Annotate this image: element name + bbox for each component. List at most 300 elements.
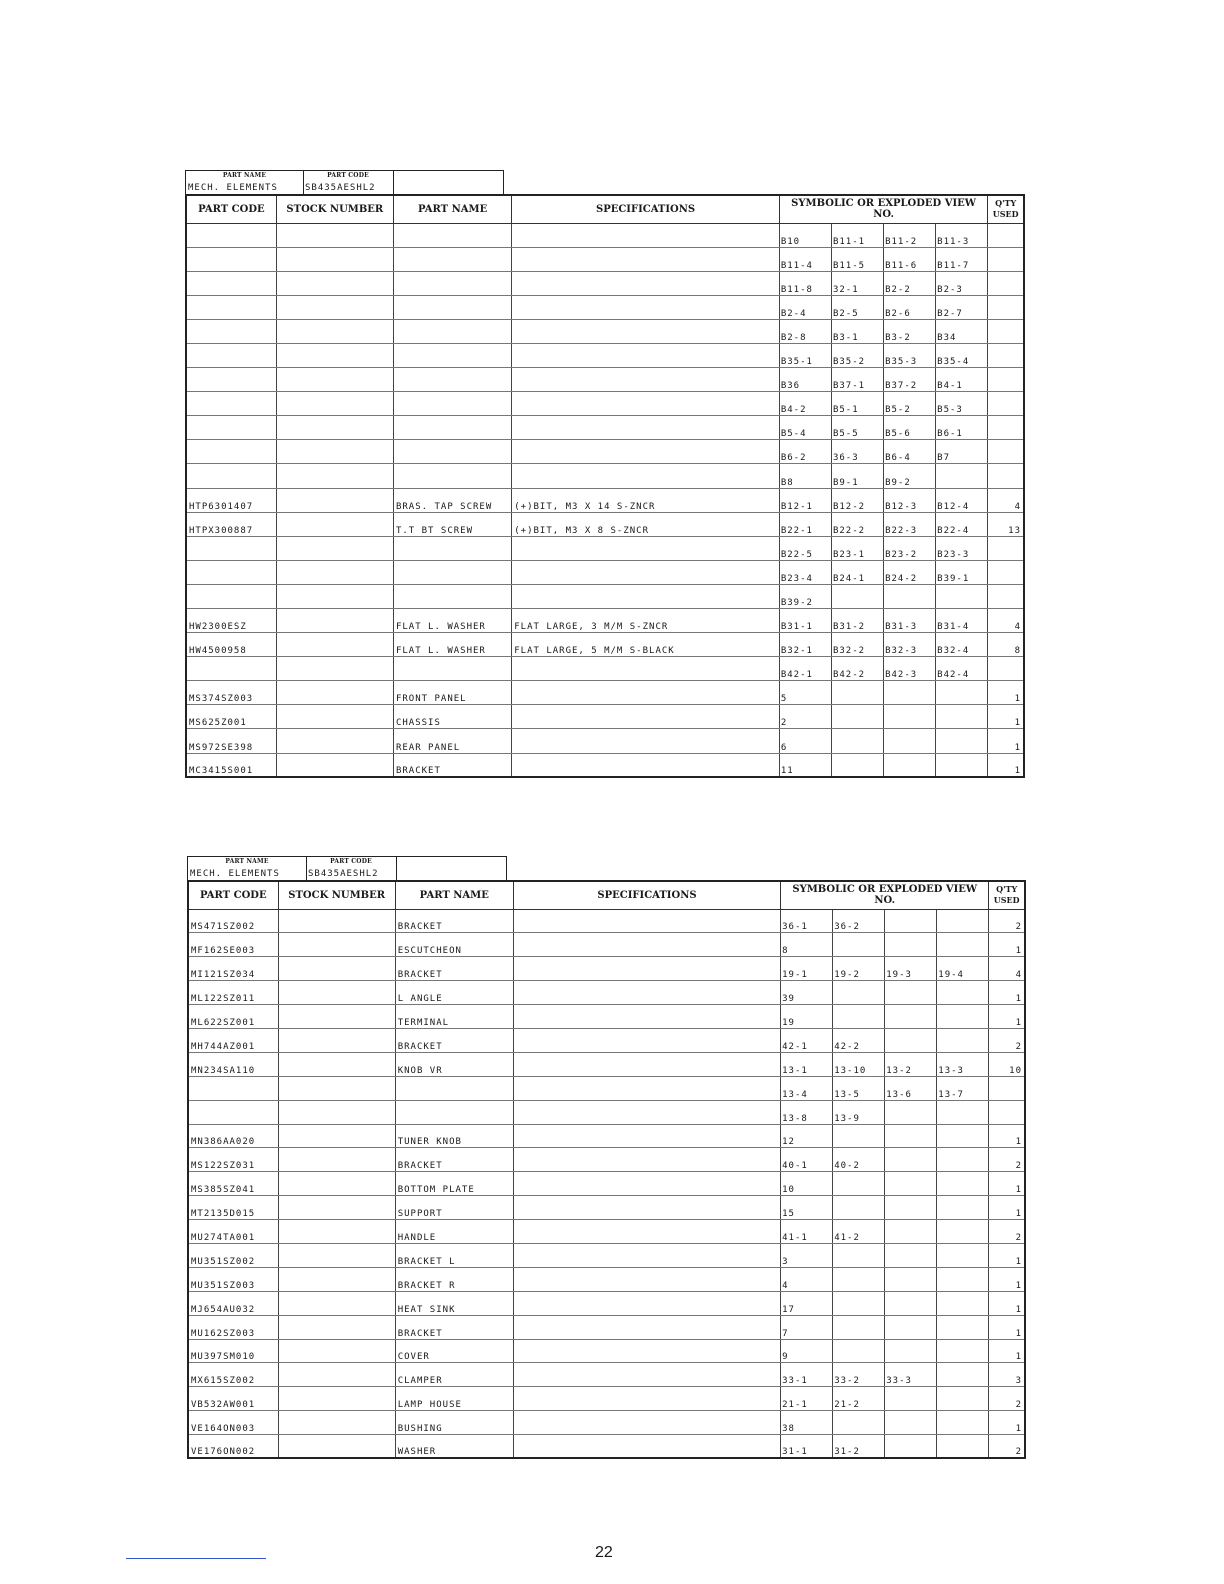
- table-row: [186, 657, 1024, 681]
- specification-cell: [513, 1267, 780, 1291]
- symbol-cell: [885, 1028, 937, 1052]
- table-row: [186, 416, 1024, 440]
- symbol-cell: 41-1: [781, 1220, 833, 1244]
- stock-number-cell: [278, 1411, 395, 1435]
- symbol-cell: 17: [781, 1291, 833, 1315]
- qty-cell: [988, 440, 1024, 464]
- symbol-cell: B11-4: [779, 247, 831, 271]
- symbol-cell: B5-2: [884, 392, 936, 416]
- symbol-cell: B5-5: [831, 416, 883, 440]
- qty-cell: [989, 1100, 1025, 1124]
- stock-number-cell: [276, 536, 393, 560]
- stock-number-cell: [278, 1387, 395, 1411]
- part-code-cell: [188, 1076, 278, 1100]
- specification-cell: [513, 1052, 780, 1076]
- qty-cell: 8: [988, 633, 1024, 657]
- symbol-cell: [885, 1339, 937, 1363]
- symbol-cell: B35-3: [884, 343, 936, 367]
- part-code-cell: [186, 464, 276, 488]
- stock-number-cell: [278, 1124, 395, 1148]
- stock-number-cell: [278, 1243, 395, 1267]
- table-row: [188, 1124, 1025, 1148]
- symbol-cell: B42-2: [831, 657, 883, 681]
- table-row: [188, 1196, 1025, 1220]
- symbol-cell: [833, 981, 885, 1005]
- symbol-cell: [885, 1172, 937, 1196]
- part-code-cell: [186, 271, 276, 295]
- symbol-cell: [885, 1267, 937, 1291]
- part-name-cell: CHASSIS: [393, 705, 511, 729]
- part-code-cell: MS385SZ041: [188, 1172, 278, 1196]
- symbol-cell: [937, 1028, 989, 1052]
- symbol-cell: 13-5: [833, 1076, 885, 1100]
- symbol-cell: B9-2: [884, 464, 936, 488]
- symbol-cell: B31-1: [779, 609, 831, 633]
- part-code-cell: MS625Z001: [186, 705, 276, 729]
- symbol-cell: 36-1: [781, 909, 833, 933]
- part-name-cell: BRAS. TAP SCREW: [393, 488, 511, 512]
- part-code-cell: [303, 171, 394, 195]
- symbol-cell: [833, 1315, 885, 1339]
- part-name-cell: CLAMPER: [395, 1363, 513, 1387]
- symbol-cell: [885, 1220, 937, 1244]
- col-qty: Q'TY USED: [988, 195, 1024, 223]
- stock-number-cell: [278, 1196, 395, 1220]
- specification-cell: [512, 729, 780, 753]
- qty-cell: [988, 584, 1024, 608]
- symbol-cell: B23-4: [779, 560, 831, 584]
- part-name-cell: HANDLE: [395, 1220, 513, 1244]
- part-name-cell: LAMP HOUSE: [395, 1387, 513, 1411]
- part-name-cell: [393, 319, 511, 343]
- symbol-cell: B11-8: [779, 271, 831, 295]
- qty-cell: [988, 657, 1024, 681]
- part-name-cell: WASHER: [395, 1435, 513, 1459]
- symbol-cell: [831, 681, 883, 705]
- qty-cell: 1: [988, 729, 1024, 753]
- qty-cell: 4: [989, 957, 1025, 981]
- symbol-cell: [833, 1267, 885, 1291]
- symbol-cell: B37-1: [831, 368, 883, 392]
- symbol-cell: B2-4: [779, 295, 831, 319]
- stock-number-cell: [278, 957, 395, 981]
- specification-cell: [513, 1028, 780, 1052]
- symbol-cell: [936, 584, 988, 608]
- symbol-cell: B23-3: [936, 536, 988, 560]
- part-name-cell: [393, 440, 511, 464]
- specification-cell: [512, 560, 780, 584]
- symbol-cell: [831, 729, 883, 753]
- symbol-cell: B42-3: [884, 657, 936, 681]
- qty-cell: 1: [989, 1196, 1025, 1220]
- qty-cell: 2: [989, 1220, 1025, 1244]
- part-name-cell: [393, 657, 511, 681]
- symbol-cell: 8: [781, 933, 833, 957]
- symbol-cell: B37-2: [884, 368, 936, 392]
- table-header-box: [185, 170, 504, 195]
- table-row: [186, 368, 1024, 392]
- part-name-cell: COVER: [395, 1339, 513, 1363]
- table-row: [188, 1148, 1025, 1172]
- stock-number-cell: [278, 1435, 395, 1459]
- stock-number-cell: [276, 609, 393, 633]
- part-code-cell: MF162SE003: [188, 933, 278, 957]
- part-name-cell: TERMINAL: [395, 1005, 513, 1029]
- symbol-cell: B3-1: [831, 319, 883, 343]
- part-name-cell: [393, 536, 511, 560]
- symbol-cell: [884, 753, 936, 777]
- qty-cell: 1: [989, 933, 1025, 957]
- part-name-cell: BRACKET: [395, 1028, 513, 1052]
- symbol-cell: [885, 1196, 937, 1220]
- page-number: 22: [595, 1544, 613, 1561]
- qty-cell: 2: [989, 1435, 1025, 1459]
- part-name-cell: BRACKET: [395, 909, 513, 933]
- symbol-cell: B11-6: [884, 247, 936, 271]
- part-code-cell: MU351SZ003: [188, 1267, 278, 1291]
- specification-cell: [512, 319, 780, 343]
- qty-cell: 1: [989, 1124, 1025, 1148]
- symbol-cell: [937, 1005, 989, 1029]
- qty-cell: 2: [989, 1387, 1025, 1411]
- parts-table: [185, 194, 1025, 778]
- specification-cell: [513, 1411, 780, 1435]
- part-name-cell: [393, 223, 511, 247]
- symbol-cell: B39-2: [779, 584, 831, 608]
- symbol-cell: B2-2: [884, 271, 936, 295]
- symbol-cell: 13-1: [781, 1052, 833, 1076]
- symbol-cell: B3-2: [884, 319, 936, 343]
- symbol-cell: 31-1: [781, 1435, 833, 1459]
- stock-number-cell: [276, 440, 393, 464]
- part-code-cell: [186, 343, 276, 367]
- stock-number-cell: [276, 464, 393, 488]
- symbol-cell: B2-5: [831, 295, 883, 319]
- qty-cell: 2: [989, 1028, 1025, 1052]
- symbol-cell: B5-6: [884, 416, 936, 440]
- col-part-code: PART CODE: [188, 881, 278, 909]
- symbol-cell: B22-1: [779, 512, 831, 536]
- specification-cell: [513, 1387, 780, 1411]
- symbol-cell: [937, 933, 989, 957]
- part-code-cell: MN234SA110: [188, 1052, 278, 1076]
- part-code-cell: [186, 657, 276, 681]
- part-code-cell: [186, 392, 276, 416]
- col-part-code: PART CODE: [186, 195, 276, 223]
- part-name-cell: FLAT L. WASHER: [393, 633, 511, 657]
- part-code-cell: [186, 440, 276, 464]
- symbol-cell: B6-1: [936, 416, 988, 440]
- symbol-cell: 39: [781, 981, 833, 1005]
- symbol-cell: B2-6: [884, 295, 936, 319]
- part-name-cell: [393, 247, 511, 271]
- qty-cell: 1: [989, 1005, 1025, 1029]
- stock-number-cell: [278, 1100, 395, 1124]
- qty-cell: 1: [989, 1243, 1025, 1267]
- symbol-cell: B12-3: [884, 488, 936, 512]
- specification-cell: [513, 957, 780, 981]
- stock-number-cell: [276, 392, 393, 416]
- specification-cell: [513, 1220, 780, 1244]
- stock-number-cell: [276, 584, 393, 608]
- symbol-cell: B10: [779, 223, 831, 247]
- symbol-cell: B23-1: [831, 536, 883, 560]
- symbol-cell: [885, 1291, 937, 1315]
- symbol-cell: B32-1: [779, 633, 831, 657]
- specification-cell: [513, 933, 780, 957]
- table-row: [188, 1028, 1025, 1052]
- symbol-cell: 13-7: [937, 1076, 989, 1100]
- table-row: [186, 609, 1024, 633]
- qty-cell: [988, 416, 1024, 440]
- symbol-cell: [885, 981, 937, 1005]
- stock-number-cell: [276, 488, 393, 512]
- specification-cell: [512, 536, 780, 560]
- specification-cell: [512, 584, 780, 608]
- part-name-cell: [393, 392, 511, 416]
- part-code-cell: MN386AA020: [188, 1124, 278, 1148]
- qty-cell: [988, 536, 1024, 560]
- symbol-cell: [884, 584, 936, 608]
- part-name-cell: FRONT PANEL: [393, 681, 511, 705]
- symbol-cell: [833, 1339, 885, 1363]
- part-code-cell: [186, 416, 276, 440]
- symbol-cell: B4-1: [936, 368, 988, 392]
- symbol-cell: [936, 681, 988, 705]
- stock-number-cell: [278, 981, 395, 1005]
- symbol-cell: 13-10: [833, 1052, 885, 1076]
- part-name-cell: BRACKET R: [395, 1267, 513, 1291]
- specification-cell: [513, 1100, 780, 1124]
- symbol-cell: B42-4: [936, 657, 988, 681]
- symbol-cell: [885, 1315, 937, 1339]
- table-row: [186, 343, 1024, 367]
- stock-number-cell: [276, 295, 393, 319]
- symbol-cell: [937, 1220, 989, 1244]
- symbol-cell: [885, 1148, 937, 1172]
- part-code-cell: MH744AZ001: [188, 1028, 278, 1052]
- symbol-cell: [936, 753, 988, 777]
- symbol-cell: B6-2: [779, 440, 831, 464]
- col-stock-number: STOCK NUMBER: [276, 195, 393, 223]
- symbol-cell: B2-7: [936, 295, 988, 319]
- part-name-cell: SUPPORT: [395, 1196, 513, 1220]
- stock-number-cell: [276, 368, 393, 392]
- part-code-cell: MX615SZ002: [188, 1363, 278, 1387]
- stock-number-cell: [278, 1148, 395, 1172]
- header-part-code: SB435AESHL2: [305, 183, 376, 193]
- stock-number-cell: [276, 657, 393, 681]
- part-name-cell: BUSHING: [395, 1411, 513, 1435]
- qty-cell: 4: [988, 488, 1024, 512]
- symbol-cell: B7: [936, 440, 988, 464]
- symbol-cell: [937, 1339, 989, 1363]
- symbol-cell: 10: [781, 1172, 833, 1196]
- symbol-cell: B11-2: [884, 223, 936, 247]
- stock-number-cell: [276, 271, 393, 295]
- symbol-cell: 33-3: [885, 1363, 937, 1387]
- part-name-cell: [395, 1076, 513, 1100]
- part-name-cell: BRACKET: [393, 753, 511, 777]
- table-row: [188, 1220, 1025, 1244]
- header-part-name: MECH. ELEMENTS: [190, 869, 280, 879]
- part-code-cell: MC3415S001: [186, 753, 276, 777]
- table-row: [186, 223, 1024, 247]
- qty-cell: 1: [988, 681, 1024, 705]
- symbol-cell: [937, 1291, 989, 1315]
- part-name-caption: PART NAME: [222, 172, 267, 179]
- symbol-cell: 3: [781, 1243, 833, 1267]
- symbol-cell: [937, 1124, 989, 1148]
- qty-cell: 1: [989, 981, 1025, 1005]
- symbol-cell: [885, 1387, 937, 1411]
- table-row: [186, 705, 1024, 729]
- symbol-cell: B8: [779, 464, 831, 488]
- part-code-cell: [188, 1100, 278, 1124]
- stock-number-cell: [278, 1028, 395, 1052]
- specification-cell: [513, 1363, 780, 1387]
- symbol-cell: B31-4: [936, 609, 988, 633]
- symbol-cell: 19-3: [885, 957, 937, 981]
- part-name-cell: [186, 171, 304, 195]
- symbol-cell: [937, 1100, 989, 1124]
- table-row: [188, 1291, 1025, 1315]
- table-row: [186, 560, 1024, 584]
- part-name-cell: KNOB VR: [395, 1052, 513, 1076]
- part-name-cell: BRACKET: [395, 1148, 513, 1172]
- footer-rule: [126, 1558, 266, 1559]
- qty-cell: 2: [989, 909, 1025, 933]
- symbol-cell: [884, 729, 936, 753]
- symbol-cell: 7: [781, 1315, 833, 1339]
- stock-number-cell: [276, 223, 393, 247]
- symbol-cell: B31-3: [884, 609, 936, 633]
- part-name-cell: FLAT L. WASHER: [393, 609, 511, 633]
- parts-table: [187, 880, 1026, 1459]
- specification-cell: [513, 1315, 780, 1339]
- symbol-cell: [833, 933, 885, 957]
- table-row: [186, 295, 1024, 319]
- part-code-cell: [186, 368, 276, 392]
- symbol-cell: 42-1: [781, 1028, 833, 1052]
- part-code-cell: HW2300ESZ: [186, 609, 276, 633]
- specification-cell: [512, 271, 780, 295]
- col-symbolic: SYMBOLIC OR EXPLODED VIEW NO.: [779, 195, 987, 223]
- symbol-cell: B2-3: [936, 271, 988, 295]
- stock-number-cell: [276, 753, 393, 777]
- symbol-cell: B35-2: [831, 343, 883, 367]
- symbol-cell: B4-2: [779, 392, 831, 416]
- stock-number-cell: [278, 1076, 395, 1100]
- stock-number-cell: [276, 319, 393, 343]
- symbol-cell: [885, 1243, 937, 1267]
- specification-cell: [513, 981, 780, 1005]
- part-code-cell: [186, 536, 276, 560]
- stock-number-cell: [276, 705, 393, 729]
- table-row: [188, 1387, 1025, 1411]
- symbol-cell: [884, 705, 936, 729]
- part-name-cell: L ANGLE: [395, 981, 513, 1005]
- symbol-cell: 15: [781, 1196, 833, 1220]
- symbol-cell: [885, 933, 937, 957]
- symbol-cell: [833, 1005, 885, 1029]
- stock-number-cell: [278, 909, 395, 933]
- table-row: [186, 729, 1024, 753]
- col-part-name: PART NAME: [393, 195, 511, 223]
- symbol-cell: B34: [936, 319, 988, 343]
- symbol-cell: B42-1: [779, 657, 831, 681]
- part-name-cell: [393, 271, 511, 295]
- specification-cell: [512, 343, 780, 367]
- specification-cell: [513, 1291, 780, 1315]
- part-code-cell: MI121SZ034: [188, 957, 278, 981]
- symbol-cell: B35-4: [936, 343, 988, 367]
- part-name-cell: [393, 343, 511, 367]
- specification-cell: [513, 1435, 780, 1459]
- qty-cell: 3: [989, 1363, 1025, 1387]
- symbol-cell: 36-3: [831, 440, 883, 464]
- stock-number-cell: [276, 416, 393, 440]
- symbol-cell: [833, 1243, 885, 1267]
- specification-cell: [513, 1124, 780, 1148]
- symbol-cell: [937, 1387, 989, 1411]
- table-row: [186, 536, 1024, 560]
- symbol-cell: B23-2: [884, 536, 936, 560]
- table-row: [186, 584, 1024, 608]
- part-code-cell: [186, 295, 276, 319]
- symbol-cell: [833, 1291, 885, 1315]
- part-name-cell: HEAT SINK: [395, 1291, 513, 1315]
- table-row: [188, 1100, 1025, 1124]
- table-row: [188, 1435, 1025, 1459]
- table-row: [186, 681, 1024, 705]
- symbol-cell: B11-7: [936, 247, 988, 271]
- table-row: [188, 1339, 1025, 1363]
- table-row: [186, 440, 1024, 464]
- specification-cell: [513, 909, 780, 933]
- part-name-cell: [393, 368, 511, 392]
- symbol-cell: [937, 1172, 989, 1196]
- part-code-cell: [186, 560, 276, 584]
- table-row: [188, 1243, 1025, 1267]
- symbol-cell: B11-1: [831, 223, 883, 247]
- symbol-cell: [936, 729, 988, 753]
- stock-number-cell: [276, 560, 393, 584]
- part-name-cell: ESCUTCHEON: [395, 933, 513, 957]
- symbol-cell: B5-3: [936, 392, 988, 416]
- symbol-cell: B12-4: [936, 488, 988, 512]
- symbol-cell: 41-2: [833, 1220, 885, 1244]
- table-row: [188, 1076, 1025, 1100]
- table-row: [188, 981, 1025, 1005]
- symbol-cell: B22-4: [936, 512, 988, 536]
- qty-cell: [988, 392, 1024, 416]
- part-code-cell: MU397SM010: [188, 1339, 278, 1363]
- part-name-cell: BOTTOM PLATE: [395, 1172, 513, 1196]
- table-row: [186, 271, 1024, 295]
- stock-number-cell: [278, 1052, 395, 1076]
- col-symbolic: SYMBOLIC OR EXPLODED VIEW NO.: [781, 881, 989, 909]
- table-header-box: [187, 856, 507, 881]
- symbol-cell: [885, 1100, 937, 1124]
- part-code-cell: HW4500958: [186, 633, 276, 657]
- symbol-cell: 19-4: [937, 957, 989, 981]
- symbol-cell: [885, 1435, 937, 1459]
- symbol-cell: [831, 753, 883, 777]
- specification-cell: [512, 295, 780, 319]
- symbol-cell: B22-2: [831, 512, 883, 536]
- specification-cell: [512, 440, 780, 464]
